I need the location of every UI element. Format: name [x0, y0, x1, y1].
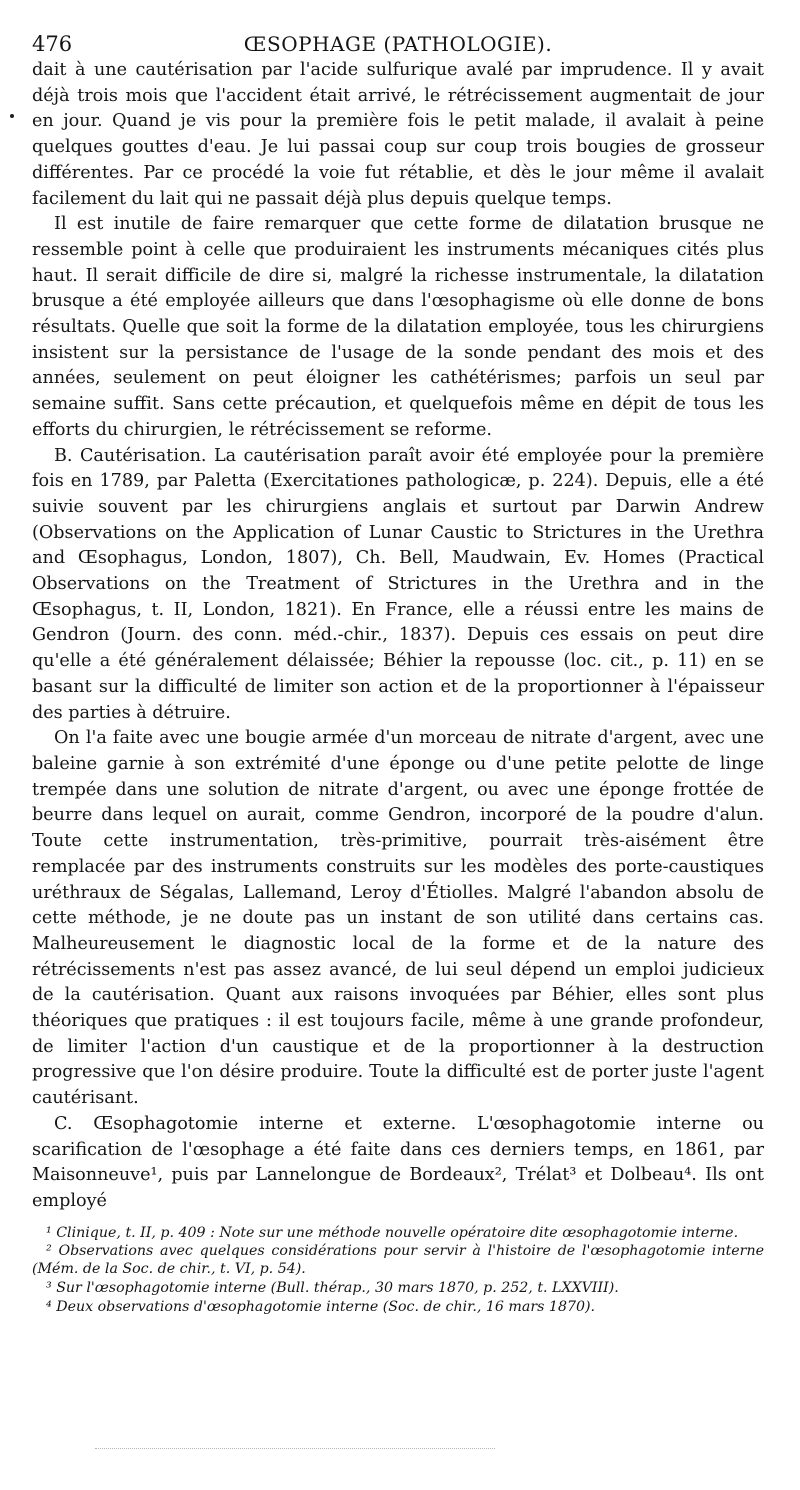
page-header: [32, 26, 764, 62]
footnotes: [32, 1225, 764, 1317]
paragraph-cauterisation: B. Cautérisation. La cautérisation paraît avoir été employée pour la première fois en 1789, par Paletta (Exercitationes pathologicæ, p. 224). Depuis, elle a été suivie souvent par les chirurgiens anglais et surtout par Darwin Andrew (Observations on the Application of Lunar Caustic to Strictures in the Urethra and Œsophagus, London, 1807), Ch. Bell, Maudwain, Ev. Homes (Practical Observations on the Treatment of Strictures in the Urethra and in the Œsophagus, t. II, London, 1821). En France, elle a réussi entre les mains de Gendron (Journ. des conn. méd.-chir., 1837). Depuis ces essais on peut dire qu'elle a été généralement délaissée; Béhier la repousse (loc. cit., p. 11) en se basant sur la difficulté de limiter son action et de la proportionner à l'épaisseur des parties à détruire.: [32, 445, 764, 723]
paragraph-dilatation: Il est inutile de faire remarquer que cette forme de dilatation brusque ne ressemble point à celle que produiraient les instruments mécaniques cités plus haut. Il serait difficile de dire si, malgré la richesse instrumentale, la dilatation brusque a été employée ailleurs que dans l'œsophagisme où elle donne de bons résultats. Quelle que soit la forme de la dilatation employée, tous les chirurgiens insistent sur la persistance de l'usage de la sonde pendant des mois et des années, seulement on peut éloigner les cathétérismes; parfois un seul par semaine suffit. Sans cette précaution, et quelquefois même en dépit de tous les efforts du chirurgien, le rétrécissement se reforme.: [32, 214, 764, 440]
bottom-scan-mark: [95, 1448, 495, 1449]
footnote-1: ¹ Clinique, t. II, p. 409 : Note sur une méthode nouvelle opératoire dite œsophagotomie interne.: [46, 1224, 739, 1241]
footnote-4: ⁴ Deux observations d'œsophagotomie interne (Soc. de chir., 16 mars 1870).: [46, 1298, 596, 1315]
paragraph-continuation: dait à une cautérisation par l'acide sulfurique avalé par imprudence. Il y avait déjà trois mois que l'accident était arrivé, le rétrécissement augmentait de jour en jour. Quand je vis pour la première fois le petit malade, il avalait à peine quelques gouttes d'eau. Je lui passai coup sur coup trois bougies de grosseur différentes. Par ce procédé la voie fut rétablie, et dès le jour même il avalait facilement du lait qui ne passait déjà plus depuis quelque temps.: [32, 60, 764, 209]
margin-dot: [10, 114, 14, 118]
footnote-2: ² Observations avec quelques considérations pour servir à l'histoire de l'œsophagotomie interne (Mém. de la Soc. de chir., t. VI, p. 54).: [32, 1243, 764, 1278]
document-page: [32, 26, 764, 1318]
running-head: ŒSOPHAGE (PATHOLOGIE).: [243, 32, 553, 56]
footnote-3: ³ Sur l'œsophagotomie interne (Bull. thérap., 30 mars 1870, p. 252, t. LXXVIII).: [46, 1280, 619, 1297]
paragraph-oesophagotomie: C. Œsophagotomie interne et externe. L'œsophagotomie interne ou scarification de l'œsophage a été faite dans ces derniers temps, en 1861, par Maisonneuve¹, puis par Lannelongue de Bordeaux², Trélat³ et Dolbeau⁴. Ils ont employé: [32, 1113, 764, 1211]
page-number: 476: [32, 32, 73, 56]
main-text: [32, 58, 764, 1215]
paragraph-instrumentation: On l'a faite avec une bougie armée d'un morceau de nitrate d'argent, avec une baleine garnie à son extrémité d'une éponge ou d'une petite pelotte de linge trempée dans une solution de nitrate d'argent, ou avec une éponge frottée de beurre dans lequel on aurait, comme Gendron, incorporé de la poudre d'alun. Toute cette instrumentation, très-primitive, pourrait très-aisément être remplacée par des instruments construits sur les modèles des porte-caustiques uréthraux de Ségalas, Lallemand, Leroy d'Étiolles. Malgré l'abandon absolu de cette méthode, je ne doute pas un instant de son utilité dans certains cas. Malheureusement le diagnostic local de la forme et de la nature des rétrécissements n'est pas assez avancé, de lui seul dépend un emploi judicieux de la cautérisation. Quant aux raisons invoquées par Béhier, elles sont plus théoriques que pratiques : il est toujours facile, même à une grande profondeur, de limiter l'action d'un caustique et de la proportionner à la destruction progressive que l'on désire produire. Toute la difficulté est de porter juste l'agent cautérisant.: [32, 728, 764, 1109]
